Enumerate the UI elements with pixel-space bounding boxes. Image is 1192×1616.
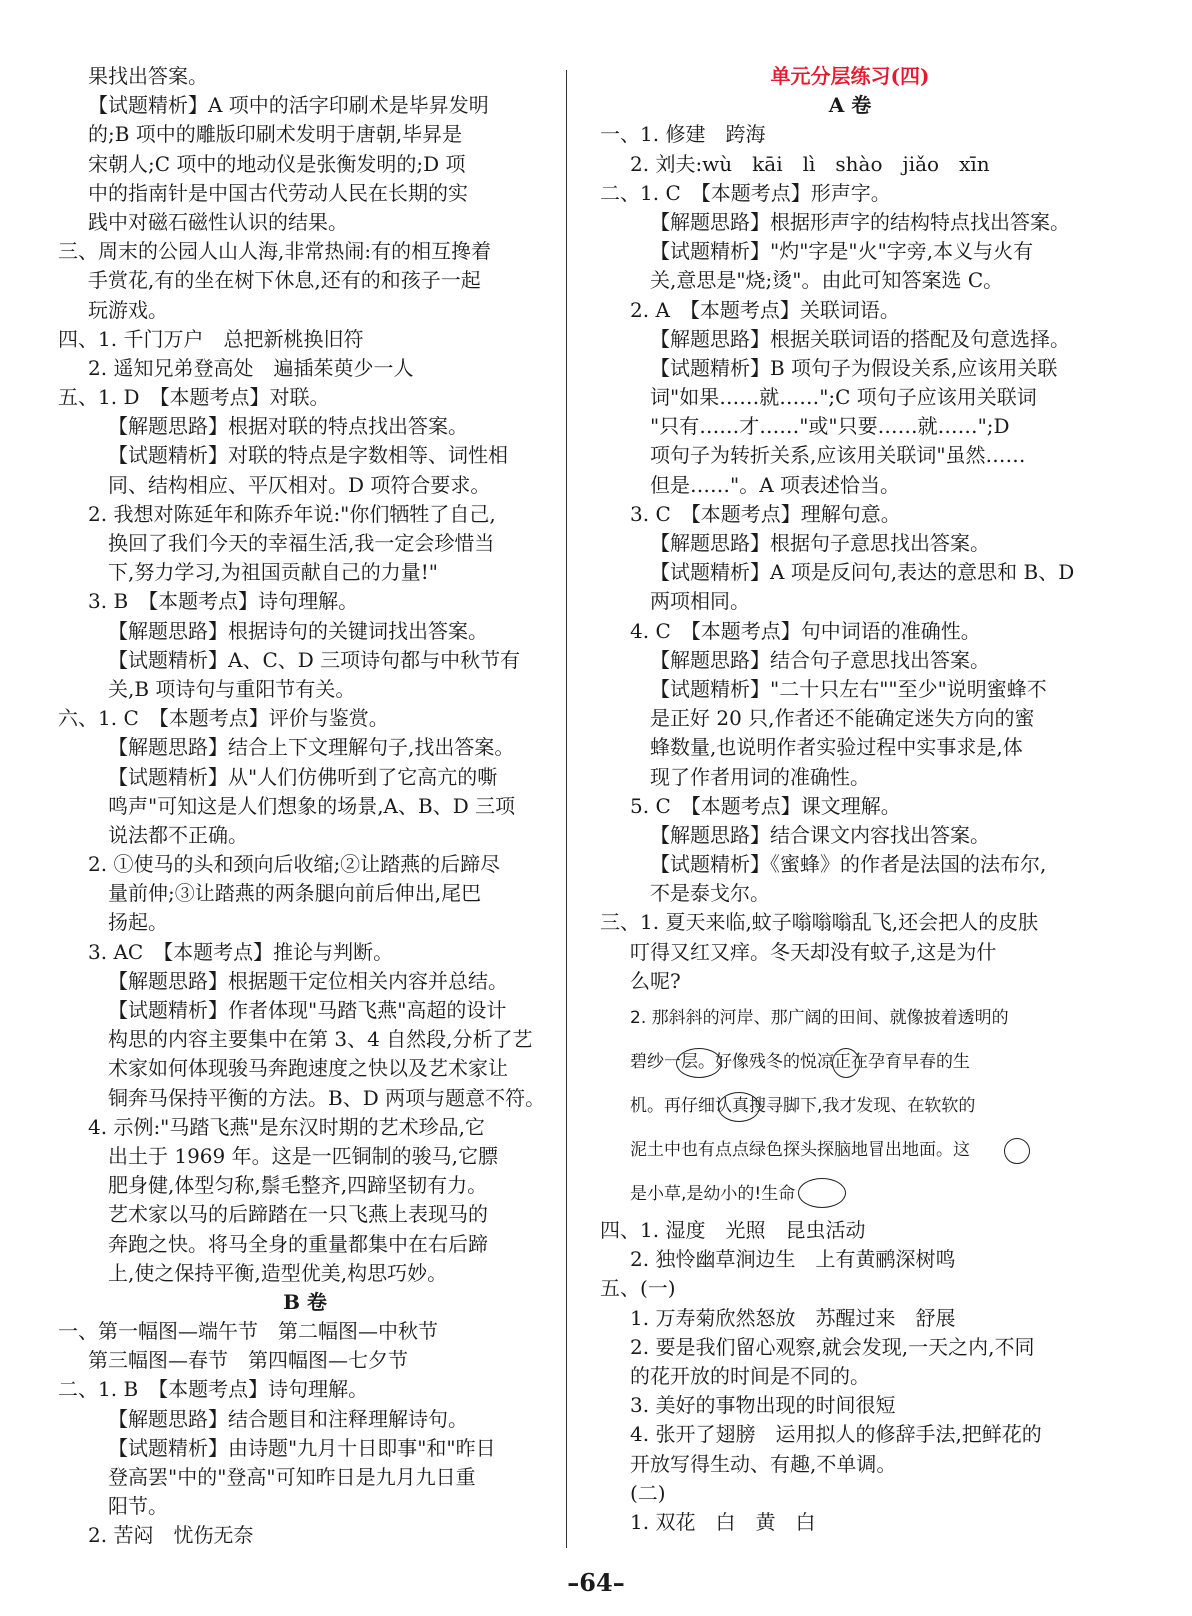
text-line bbox=[600, 1084, 1100, 1128]
text-line: 3. C 【本题考点】理解句意。 bbox=[630, 501, 901, 526]
text-line: 【试题精析】对联的特点是字数相等、词性相 bbox=[108, 443, 508, 468]
text-line: 【解题思路】根据对联的特点找出答案。 bbox=[108, 414, 468, 439]
text-line: 两项相同。 bbox=[650, 589, 750, 614]
text-line: 践中对磁石磁性认识的结果。 bbox=[88, 209, 348, 234]
text-line: 4. 张开了翅膀 运用拟人的修辞手法,把鲜花的 bbox=[630, 1422, 1042, 1447]
text-line: 【试题精析】"二十只左右""至少"说明蜜蜂不 bbox=[650, 676, 1047, 701]
correction-circle bbox=[1004, 1138, 1030, 1164]
text-line: 2. ①使马的头和颈向后收缩;②让踏燕的后蹄尽 bbox=[88, 852, 501, 877]
text-line: 三、1. 夏天来临,蚊子嗡嗡嗡乱飞,还会把人的皮肤 bbox=[600, 910, 1039, 935]
text-line-content: 是小草,是幼小的!生命 bbox=[630, 1184, 796, 1204]
text-line: 的;B 项中的雕版印刷术发明于唐朝,毕昇是 bbox=[88, 122, 463, 147]
left-column bbox=[58, 62, 552, 1551]
text-line: 是正好 20 只,作者还不能确定迷失方向的蜜 bbox=[650, 706, 1035, 731]
text-line: 术家如何体现骏马奔跑速度之快以及艺术家让 bbox=[108, 1056, 508, 1081]
text-line: 三、周末的公园人山人海,非常热闹:有的相互搀着 bbox=[58, 239, 492, 264]
text-line: 的花开放的时间是不同的。 bbox=[630, 1363, 870, 1388]
text-line: 关,意思是"烧;烫"。由此可知答案选 C。 bbox=[650, 268, 1004, 293]
text-line: 4. C 【本题考点】句中词语的准确性。 bbox=[630, 618, 981, 643]
text-line: 词"如果……就……";C 项句子应该用关联词 bbox=[650, 385, 1037, 410]
text-line: 不是泰戈尔。 bbox=[650, 881, 770, 906]
text-line: 扬起。 bbox=[108, 910, 168, 935]
text-line: 2. 苦闷 忧伤无奈 bbox=[88, 1523, 254, 1548]
text-line: 开放写得生动、有趣,不单调。 bbox=[630, 1451, 897, 1476]
text-line: 3. B 【本题考点】诗句理解。 bbox=[88, 589, 359, 614]
text-line: 【试题精析】作者体现"马踏飞燕"高超的设计 bbox=[108, 998, 507, 1022]
text-line: 肥身健,体型匀称,鬃毛整齐,四蹄坚韧有力。 bbox=[108, 1173, 488, 1198]
text-line bbox=[600, 1040, 1100, 1084]
correction-circle bbox=[798, 1178, 846, 1208]
text-line: 关,B 项诗句与重阳节有关。 bbox=[108, 676, 356, 701]
text-line: 量前伸;③让踏燕的两条腿向前后伸出,尾巴 bbox=[108, 881, 482, 906]
text-line: 【解题思路】根据题干定位相关内容并总结。 bbox=[108, 968, 508, 993]
text-line: "只有……才……"或"只要……就……";D bbox=[650, 414, 1010, 439]
text-line: 2. 要是我们留心观察,就会发现,一天之内,不同 bbox=[630, 1334, 1035, 1359]
text-line: 【试题精析】从"人们仿佛听到了它高亢的嘶 bbox=[108, 764, 498, 789]
section-heading-b: B 卷 bbox=[283, 1289, 327, 1314]
text-line: 宋朝人;C 项中的地动仪是张衡发明的;D 项 bbox=[88, 151, 466, 176]
text-line: 么呢? bbox=[630, 968, 681, 993]
text-line bbox=[600, 1172, 1100, 1216]
text-line: 中的指南针是中国古代劳动人民在长期的实 bbox=[88, 180, 468, 205]
text-line: 【解题思路】根据关联词语的搭配及句意选择。 bbox=[650, 326, 1070, 351]
text-line: 一、1. 修建 跨海 bbox=[600, 122, 766, 147]
text-line: 换回了我们今天的幸福生活,我一定会珍惜当 bbox=[108, 531, 495, 555]
text-line: 构思的内容主要集中在第 3、4 自然段,分析了艺 bbox=[108, 1027, 533, 1052]
text-line: 【解题思路】根据形声字的结构特点找出答案。 bbox=[650, 209, 1070, 234]
text-line: 手赏花,有的坐在树下休息,还有的和孩子一起 bbox=[88, 268, 481, 293]
text-line: 4. 示例:"马踏飞燕"是东汉时期的艺术珍品,它 bbox=[88, 1114, 485, 1139]
text-line: (二) bbox=[630, 1480, 666, 1505]
text-line: 下,努力学习,为祖国贡献自己的力量!" bbox=[108, 560, 438, 585]
text-line: 3. 美好的事物出现的时间很短 bbox=[630, 1393, 896, 1418]
text-line: 项句子为转折关系,应该用关联词"虽然…… bbox=[650, 443, 1026, 468]
right-column bbox=[600, 62, 1100, 1537]
text-line bbox=[600, 1128, 1100, 1172]
text-line: 五、(一) bbox=[600, 1276, 676, 1301]
text-line: 2. 遥知兄弟登高处 遍插茱萸少一人 bbox=[88, 355, 414, 380]
correction-circle bbox=[718, 1092, 760, 1122]
text-line: 同、结构相应、平仄相对。D 项符合要求。 bbox=[108, 472, 491, 497]
text-line: 【试题精析】《蜜蜂》的作者是法国的法布尔, bbox=[650, 852, 1047, 877]
text-line: 【解题思路】结合题目和注释理解诗句。 bbox=[108, 1406, 468, 1431]
text-line: 出土于 1969 年。这是一匹铜制的骏马,它膘 bbox=[108, 1143, 498, 1168]
text-line: 但是……"。A 项表述恰当。 bbox=[650, 472, 900, 497]
text-line: 2. A 【本题考点】关联词语。 bbox=[630, 297, 900, 322]
text-line: 鸣声"可知这是人们想象的场景,A、B、D 三项 bbox=[108, 793, 516, 818]
text-line: 【解题思路】结合课文内容找出答案。 bbox=[650, 822, 990, 847]
text-line-content: 机。再仔细认真搜寻脚下,我才发现、在软软的 bbox=[630, 1096, 976, 1116]
text-line: 第三幅图—春节 第四幅图—七夕节 bbox=[88, 1348, 408, 1373]
text-line: 奔跑之快。将马全身的重量都集中在右后蹄 bbox=[108, 1231, 488, 1256]
text-line: 阳节。 bbox=[108, 1494, 168, 1519]
text-line: 3. AC 【本题考点】推论与判断。 bbox=[88, 939, 394, 964]
text-line: 六、1. C 【本题考点】评价与鉴赏。 bbox=[58, 706, 389, 731]
unit-title: 单元分层练习(四) bbox=[770, 64, 930, 88]
text-line: 铜奔马保持平衡的方法。B、D 两项与题意不符。 bbox=[108, 1085, 546, 1110]
correction-circle bbox=[676, 1048, 722, 1078]
text-line: 二、1. B 【本题考点】诗句理解。 bbox=[58, 1377, 369, 1402]
column-divider bbox=[566, 70, 567, 1548]
text-line: 【试题精析】A 项是反问句,表达的意思和 B、D bbox=[650, 560, 1075, 585]
text-line: 【试题精析】A 项中的活字印刷术是毕昇发明 bbox=[88, 93, 489, 118]
page-number: –64– bbox=[567, 1568, 625, 1597]
text-line: 【试题精析】A、C、D 三项诗句都与中秋节有 bbox=[108, 647, 521, 672]
text-line: 果找出答案。 bbox=[88, 64, 208, 88]
text-line: 【试题精析】由诗题"九月十日即事"和"昨日 bbox=[108, 1435, 496, 1460]
text-line: 【试题精析】B 项句子为假设关系,应该用关联 bbox=[650, 355, 1058, 380]
text-line: 登高罢"中的"登高"可知昨日是九月九日重 bbox=[108, 1465, 476, 1489]
text-line: 四、1. 千门万户 总把新桃换旧符 bbox=[58, 326, 364, 351]
text-line: 说法都不正确。 bbox=[108, 822, 248, 847]
text-line: 2. 刘夫:wù kāi lì shào jiǎo xīn bbox=[630, 151, 990, 176]
text-line: 【解题思路】结合上下文理解句子,找出答案。 bbox=[108, 735, 515, 760]
text-line: 1. 万寿菊欣然怒放 苏醒过来 舒展 bbox=[630, 1305, 956, 1330]
proofreading-passage bbox=[600, 996, 1100, 1216]
text-line: 【解题思路】根据句子意思找出答案。 bbox=[650, 531, 990, 555]
text-line: 2. 那斜斜的河岸、那广阔的田间、就像披着透明的 bbox=[630, 1008, 1009, 1028]
text-line: 1. 双花 白 黄 白 bbox=[630, 1509, 816, 1534]
text-line: 现了作者用词的准确性。 bbox=[650, 764, 870, 789]
text-line: 上,使之保持平衡,造型优美,构思巧妙。 bbox=[108, 1260, 448, 1285]
correction-circle bbox=[832, 1048, 860, 1078]
text-line: 二、1. C 【本题考点】形声字。 bbox=[600, 180, 891, 205]
text-line: 2. 独怜幽草涧边生 上有黄鹂深树鸣 bbox=[630, 1247, 956, 1272]
text-line: 一、第一幅图—端午节 第二幅图—中秋节 bbox=[58, 1319, 438, 1344]
text-line: 艺术家以马的后蹄踏在一只飞燕上表现马的 bbox=[108, 1202, 488, 1227]
text-line: 5. C 【本题考点】课文理解。 bbox=[630, 793, 901, 818]
text-line: 【解题思路】结合句子意思找出答案。 bbox=[650, 647, 990, 672]
text-line: 叮得又红又痒。冬天却没有蚊子,这是为什 bbox=[630, 939, 997, 964]
text-line: 【试题精析】"灼"字是"火"字旁,本义与火有 bbox=[650, 239, 1034, 264]
text-line: 【解题思路】根据诗句的关键词找出答案。 bbox=[108, 618, 488, 643]
section-heading-a: A 卷 bbox=[828, 93, 872, 118]
text-line: 玩游戏。 bbox=[88, 297, 168, 322]
text-line: 四、1. 湿度 光照 昆虫活动 bbox=[600, 1218, 866, 1242]
text-line: 2. 我想对陈延年和陈乔年说:"你们牺牲了自己, bbox=[88, 501, 496, 526]
text-line: 五、1. D 【本题考点】对联。 bbox=[58, 385, 330, 410]
text-line-content: 碧纱一层。好像残冬的悦凉正在孕育早春的生 bbox=[630, 1052, 970, 1072]
text-line: 蜂数量,也说明作者实验过程中实事求是,体 bbox=[650, 735, 1023, 760]
text-line-content: 泥土中也有点点绿色探头探脑地冒出地面。这 bbox=[630, 1140, 970, 1160]
